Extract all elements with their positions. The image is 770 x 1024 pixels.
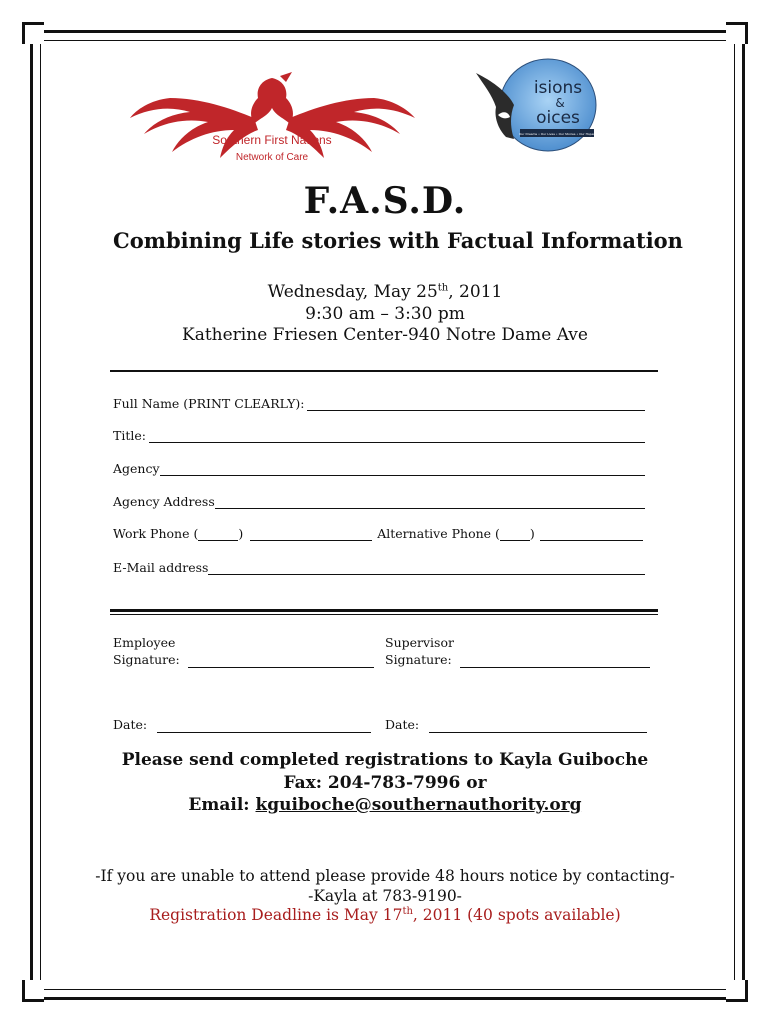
supervisor-signature-field[interactable] bbox=[385, 634, 650, 668]
alt-phone-label: Alternative Phone ( bbox=[377, 526, 500, 541]
submission-email-link[interactable]: kguiboche@southernauthority.org bbox=[255, 795, 582, 815]
divider bbox=[110, 370, 658, 372]
employee-label: Employee bbox=[113, 635, 176, 650]
employee-date-field[interactable] bbox=[113, 716, 371, 733]
email-field[interactable] bbox=[113, 560, 645, 575]
title-field[interactable] bbox=[113, 428, 645, 443]
submission-instructions: Please send completed registrations to Kayla Guiboche bbox=[121, 750, 649, 770]
divider-thick bbox=[110, 609, 658, 612]
event-location: Katherine Friesen Center-940 Notre Dame Ave bbox=[182, 325, 588, 345]
email-label: E-Mail address bbox=[113, 560, 209, 575]
employee-signature-field[interactable] bbox=[113, 634, 374, 668]
divider-thin bbox=[110, 614, 658, 615]
border-corner bbox=[726, 980, 748, 1002]
employee-signature-label: Signature: bbox=[113, 652, 180, 667]
border-corner bbox=[22, 22, 44, 44]
vv-logo-word1: isions bbox=[533, 78, 583, 98]
title-input-line[interactable] bbox=[149, 431, 645, 443]
full-name-field[interactable] bbox=[113, 396, 645, 411]
cancellation-notice: -If you are unable to attend please provide 48 hours notice by contacting- bbox=[95, 867, 675, 885]
work-phone-label: Work Phone ( bbox=[113, 526, 199, 541]
supervisor-signature-line[interactable] bbox=[460, 656, 650, 668]
agency-field[interactable] bbox=[113, 461, 645, 476]
event-time: 9:30 am – 3:30 pm bbox=[305, 304, 465, 324]
supervisor-date-label: Date: bbox=[385, 717, 420, 732]
vv-logo-word2: oices bbox=[536, 108, 580, 128]
work-phone-area-code-line[interactable] bbox=[198, 529, 238, 541]
submission-email-label: Email: bbox=[188, 795, 256, 815]
title-label: Title: bbox=[113, 428, 146, 443]
work-phone-paren: ) bbox=[238, 526, 244, 541]
page-subtitle: Combining Life stories with Factual Information bbox=[113, 228, 683, 253]
work-phone-number-line[interactable] bbox=[250, 529, 372, 541]
visions-voices-logo bbox=[470, 55, 600, 155]
border-corner bbox=[22, 980, 44, 1002]
vv-logo-tagline: Our Dreams • Our Lives • Our Stories • Our Hopes bbox=[519, 132, 595, 136]
southern-first-nations-logo bbox=[130, 68, 415, 168]
employee-date-line[interactable] bbox=[157, 721, 371, 733]
sfn-logo-line2: Network of Care bbox=[235, 152, 309, 163]
agency-address-label: Agency Address bbox=[113, 494, 215, 509]
employee-signature-line[interactable] bbox=[188, 656, 374, 668]
full-name-input-line[interactable] bbox=[307, 399, 645, 411]
alt-phone-area-code-line[interactable] bbox=[500, 529, 530, 541]
employee-date-label: Date: bbox=[113, 717, 148, 732]
event-date: Wednesday, May 25th, 2011 bbox=[267, 282, 503, 302]
email-input-line[interactable] bbox=[208, 563, 645, 575]
border-corner bbox=[726, 22, 748, 44]
phone-row bbox=[113, 526, 643, 541]
alt-phone-number-line[interactable] bbox=[540, 529, 643, 541]
supervisor-label: Supervisor bbox=[385, 635, 454, 650]
supervisor-date-line[interactable] bbox=[429, 721, 647, 733]
submission-fax: Fax: 204-783-7996 or bbox=[283, 773, 487, 793]
supervisor-date-field[interactable] bbox=[385, 716, 647, 733]
agency-label: Agency bbox=[113, 461, 160, 476]
vv-logo-amp: & bbox=[555, 96, 565, 110]
sfn-logo-line1: Southern First Nations bbox=[212, 133, 332, 147]
agency-address-field[interactable] bbox=[113, 494, 645, 509]
agency-address-input-line[interactable] bbox=[215, 497, 645, 509]
full-name-label: Full Name (PRINT CLEARLY): bbox=[113, 396, 305, 411]
contact-phone: -Kayla at 783-9190- bbox=[308, 887, 462, 905]
alt-phone-paren: ) bbox=[529, 526, 535, 541]
registration-deadline: Registration Deadline is May 17th, 2011 (40 spots available) bbox=[149, 905, 621, 924]
page-title: F.A.S.D. bbox=[303, 180, 467, 222]
supervisor-signature-label: Signature: bbox=[385, 652, 452, 667]
submission-email-line bbox=[0, 795, 770, 815]
agency-input-line[interactable] bbox=[160, 464, 645, 476]
